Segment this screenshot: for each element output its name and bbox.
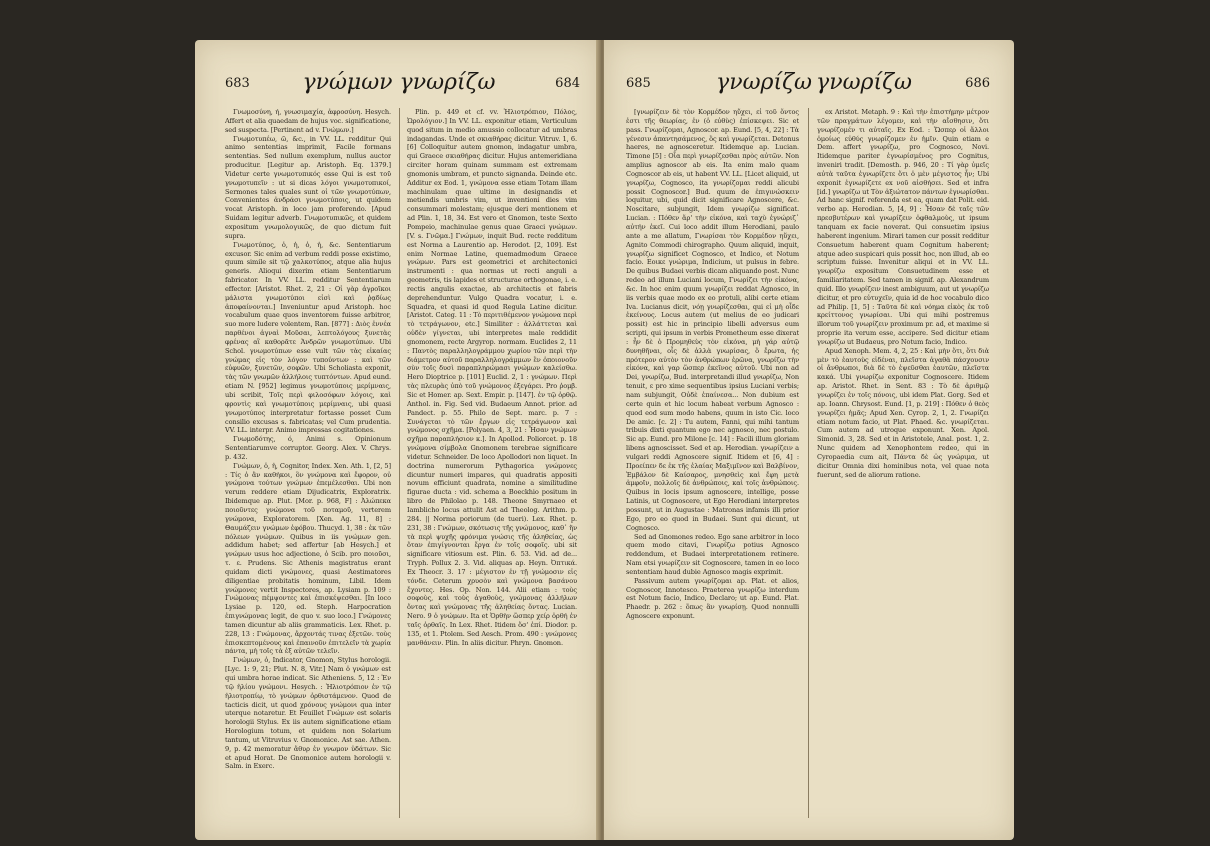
running-head-right-page bbox=[604, 72, 1014, 100]
text-column bbox=[225, 108, 391, 818]
entry-paragraph: Γνωμοτύπος, ὁ, ἡ, ὁ, ἡ, &c. Sententiarum excusor. Sic enim ad verbum reddi posse existimo, quum simile sit τῷ χαλκοτύπος, atque alia hujus generis. Alioqui dixerim etiam Sententiarum fabricator. In VV. LL. redditur Sententiarum effector. [Aristot. Rhet. 2, 21 : Οἱ γὰρ ἀγροῖκοι μάλιστα γνωμοτύποι εἰσὶ καὶ ῥᾳδίως ἀποφαίνονται.] Inveniuntur apud Aristoph. hoc vocabulum quae quos inventorem fuisse arbitror, suo more ludere volentem, Ran. [877] : Διὸς ἐννέα παρθένοι ἁγναὶ Μοῦσαι, λεπτολόγους ξυνετὰς φρένας αἳ καθορᾶτε Ἀνδρῶν γνωμοτύπων. Ubi Schol. γνωμοτύπων esse vult τῶν τὰς εἰκαίας γνώμας εἰς τὸν λόγον τυπούντων : καὶ τῶν εὐφυῶν, ξυνετῶν, σοφῶν. Ubi Scholiasta exponit, τὰς τῶν γνωμῶν ἀλλήλοις τυπτόντων. Apud eund. etiam N. [952] legimus γνωμοτύποις μερίμναις, ubi scribit, Τοῖς περὶ φιλοσόφων λόγοις, καὶ φροντὶς καὶ γνωμοτύποις μερίμναις, ubi quasi γνωμοτύπος interpretatur fortasse posset Cum consilio excusas s. fabricatas; vel Cum prudentia. VV. LL. interpr. Animo impressas cogitationes. bbox=[225, 240, 391, 435]
entry-paragraph: Γνωμοδότης, ό, Animi s. Opinionum Sententiarumve corruptor. Georg. Alex. V. Chrys. p. 432. bbox=[225, 435, 391, 461]
right-page bbox=[604, 40, 1014, 840]
text-column bbox=[407, 108, 577, 818]
page-number: 685 bbox=[626, 76, 651, 91]
entry-paragraph: Apud Xenoph. Mem. 4, 2, 25 : Καὶ μὴν ὅτι, ὅτι διὰ μὲν τὸ ἑαυτοὺς εἰδέναι, πλεῖστα ἀγαθὰ πάσχουσιν οἱ ἄνθρωποι, διὰ δὲ τὸ ἐψεῦσθαι ἑαυτῶν, πλεῖστα κακά. Ubi γνωρίζω exponitur Cognoscere. Itidem ap. Aristot. Rhet. in Sent. 83 : Τὸ δὲ ἀριθμῷ γνωρίζει ἐν τοῖς πόνοις, ubi idem Plat. Gorg. Sed et ap. Ioann. Chrysost. Eund. [1, p. 219] : Πόθεν ὁ θεὸς γνωρίζει ἡμᾶς; Apud Xen. Cyrop. 2, 1, 2. Γνωρίζει etiam notum facio, ut Plat. Phaed. &c. γνωρίζεται. Cum autem ad utroque exponunt. Xen. Apol. Simonid. 3, 28. Sed et in Aristotele, Anal. post. 1, 2. Nunc quidem ad Xenophontem redeo, qui in Cyropaedia cum ait, Πάντα δὲ ὡς γνώριμα, ut dicitur Omnia dixi hominibus nota, vel quae nota fuerunt, sed de aliorum ratione. bbox=[817, 346, 989, 479]
entry-paragraph: Passivum autem γνωρίζομαι ap. Plat. et alios, Cognoscor, Innotesco. Praeterea γνωρίζω interdum est Notum facio, Indico, Declaro; ut ap. Eund. Plat. Phaedr. p. 262 : ὅπως ἂν γνωρίσῃ. Quod nonnulli Agnoscere exponunt. bbox=[626, 576, 799, 621]
page-number: 684 bbox=[555, 76, 580, 91]
page-number: 683 bbox=[225, 76, 250, 91]
left-page bbox=[195, 40, 600, 840]
page-number: 686 bbox=[965, 76, 990, 91]
entry-paragraph: [γνωρίζειν δὲ τὸν Κορμέδον ηὕχει, εἰ τοῦ ὄντος ἐστι τῆς θεωρίας, ἐν (ὁ εὐθὺς) ἐπίσκεψει. Sic et pass. Γνωρίζομαι, Agnoscor. ap. Eund. [5, 4, 22] : Τὰ γένεσιν ἀπαντησάμενος, ὃς καὶ γνωρίζεται. Detonus haeres, ne agnosceretur. Itidemque ap. Lucian. Timone [5] : Οἷα περὶ γνωρίζεσθαι πρὸς αὐτῶν. Non amplius agnoscor ab eis. Ita enim malo quam Cognoscor ab eis, ut habent VV. LL. [Licet aliquid, ut γνωρίζω, Cognosco, ita γνωρίζομαι reddi alicubi possit Cognoscor.] Bud. quum de ἐπιγινώσκειν loquitur, ubi, quid dicit significare Agnoscere, &c. Noscitare, subjungit, Idem γνωρίζω significat. Lucian. : Πόθεν ἄρ' τὴν εἰκόνα, καὶ ταχὺ ἐγνώριζ᾽ αὐτήν ἐκεῖ. Cui loco addit illum Herodiani, paulo ante a me allatum, Γνωρίσαι τὸν Κορμέδον ηὕχει, Agnito Commodi chirographo. Quum aliquid, inquit, γνωρίζω significet Cognosco, et Indico, et Notum facio. Εοικε γνώριμα, Indicium, ut pulsus in febre. De quibus Budaei verbis dicam aliquando post. Nunc redeo ad illum Luciani locum, Γνωρίζει τὴν εἰκόνα, &c. In hoc enim quum γνωρίζει reddat Agnosco, in iis verbis quae modo ex eo protuli, alibi certe etiam Iva. Lucianus dicit, νόῃ γνωρίζεσθαι, qui εἰ μὴ οἶδε ἐκείνους. Locus autem (ut melius de eo judicari possit) est hic in principio libelli adversus eum scripti, qui ipsum in verbis Prometheum esse dixerat : ἦν δὲ ὁ Προμηθεὺς τὸν εἰκόνα, μὴ γάρ αὐτῷ δυνηθῆναι, οἷς δὲ ἀλλὰ γνωρίσας, ὃ ἔρωτα, ἡς πρότερον αὐτὸν τὸν ἀνθρώπων ἐρῶνα, γνωρίζω τὴν εἰκόνα, καὶ γαρ ὥσπερ ἐκεῖνος αὐτοῦ. Ubi non ad Dei, γνωρίζω, Bud. interpretandi illud γνωρίζω, Non tenuit, ε pro xime sequentibus ipsius Luciani verbis; nam subjungit, Οὐδὲ ἐπαίνεσα... Non dubium est certe quin et hic locum habeat verbum Agnosco : quod eod sum modo habens, quum in isto Cic. loco De amic. [c. 2] : Tu autem, Fanni, qui mihi tantum tribuis dixti quantum ego nec agnosco, nec postulo. Sic ap. Eund. pro Milone [c. 14] : Facili illum gloriam libens agnoscisset. Sed et ap. Herodian. γνωρίζειν a vulgari reddi Agnoscere signif. Itidem et [6, 4] : Προείπεν δε ἐκ τῆς ἐλαίας Μαξιμῖνον καὶ Βαλβίνον, Ἐμβάλον δὲ Καίσαρος, μνησθεὶς καὶ ἔφη μετὰ ἀμφοῖν, πολλοῖς δὲ ἀνθρώποις, καὶ τοῖς ἀνθρώποις. Quibus in locis ipsum agnoscere, intellige, posse Latinis, ut Cognoscere, ut Ego Herodiani interpretes possunt, ut in Augustae : Matronas infamis illi prior Ego, pro eo quod in Budaei. Sunt qui dicunt, ut Cognosco. bbox=[626, 108, 799, 532]
headword: γνωρίζω bbox=[716, 70, 812, 95]
running-head-left-page bbox=[195, 72, 600, 100]
headword: γνωρίζω bbox=[816, 70, 912, 95]
entry-paragraph: ex Aristot. Metaph. 9 : Καὶ τὴν ἐπιστήμην μέτρον τῶν πραγμάτων λέγομεν, καὶ τὴν αἴσθησιν, ὅτι γνωρίζομέν τι αὐταῖς. Ex Eod. : Ὥσπερ οἱ ἄλλοι ὁμοίως εὐθύς γνωρίζομεν ἐν ἡμῖν. Quin etiam e Dem. affert γνωρίζω, pro Cognosco, Novi. Itidemque pariter ἐγνωρίσμένος pro Cognitus, inveniri tradit. [Demosth. p. 946, 20 : Τί γὰρ ὑμεῖς αὐτὰ ταῦτα ἐγνωρίζετε ὅτι ὁ μὲν μέγιστος ἦν; Ubi exponit ἐγνωρίζετε ex νοῦ αἰσθήσει. Sed et infra [id.] γνωρίζω ut Τὸν ἀξιώτατον πάντων ἐγνωρίσθαι. Ad hanc signif. referenda est ea, quam dat Polit. eid. verbo ap. Herodian. 5, [4, 9] : Ἦσαν δὲ ταῖς τῶν πρεσβυτέρων καὶ γνωρίζειν ὀφθαλμοὺς, ut ipsum tanquam ex facie noverat. Qui consuetim ipsius haberent ingenium. Mirari tamen cur possit redditur Consuetum haberent quam Cognitum haberent; atque adeo suspicari quis possit hoc, non illud, ab eo scriptum fuisse. Invenitur aliqui et in VV. LL. γνωρίζω expositum Consuetudinem esse et familiaritatem. Sed tamen in signif. ap. Alexandrum quid. Illo γνωρίζειν inest ambiguum, aut ut γνωρίζω dicitur, et pro εὐτυχεῖν, quia id de hoc vocabulo dico ad Philip. [1, 5] : Ταῦτα δὲ καὶ νόημα εἰκὸς ἐκ τοῦ κρείττονος γνωρίσαι. Ubi qui mihi postremus illorum τοῦ γνωρίζειν proximum pr. ad, et maxime si proprie ita verum esse, accipere. Sed dicitur etiam γνωρίζω ut Budaeus, pro Notum facio, Indico. bbox=[817, 108, 989, 346]
entry-paragraph: Γνωμοτυπέω, ῶ, &c., in VV. LL. redditur Qui animo sententias imprimit, Facile formans sententias. Sed nullum exemplum, nullus auctor producitur. [Legitur ap. Aristoph. Eq. 1379.] Videtur certe γνωμοτυπικός esse Qui is est τοῦ γνωμοτυπεῖν : ut si dicas λόγοι γνωμοτυπικοί, Sermones tales quales sunt οἱ τῶν γνωμοτύπων, Convenientes ἀνδράσι γνωμοτύποις, ut quidem vocat Aristoph. in loco jam proferendo. [Apud Suidam legitur adverb. Γνωμοτυπικῶς, et quidem expositum γνωμολογικῶς, de quo dictum fuit supra. bbox=[225, 134, 391, 240]
text-column bbox=[817, 108, 989, 818]
entry-paragraph: Γνωμοσύνη, ή, γνωσιμαχία, ἀφροσύνη. Hesych. Affert et alia quaedam de hujus voc. significatione, sed suspecta. [Pertinent ad v. Γνώμων.] bbox=[225, 108, 391, 134]
entry-paragraph: Plin. p. 449 et cf. vv. Ἡλιοτρόπιον, Πόλος, Ὡρολόγιον.] In VV. LL. exponitur etiam, Verticulum quod situm in medio amussio collocatur ad umbras indagandas. Unde et σκιαθήρας dicitur. Vitruv. 1, 6. [6] Colloquitur autem gnomon, indagatur umbra, qui Graece σκιαθήρας dicitur. Hujus antemeridiana circiter horam quinam summam est extremam gnomonis umbram, et puncto signanda. Deinde etc. Additur ex Eod. 1, γνώμονα esse etiam Totam illam machinulam quae ultime in designandis et metiendis umbris vim, ut inventioni dies vim consummari molestam; ejusque deri mentionem et ad Plin. 1, 18, 34. Est vero et Gnomon, teste Sexto Pompeio, machinulae genus quae Graeci γνώμων. [V. s. Γνῶμα.] Γνώμων, inquit Bud. recte redditum est Norma a Laurentio ap. Herodot. [2, 109]. Est enim Normae Latine, quemadmodum Graece γνώμων. Pars est geometrici et architectonici instrumenti : qua normas ut recti anguli a geometris, tis lapides et structurae orthogonae, i. e. rectis angulis exactae, ab architectis et fabris deprehenduntur. Vulgo Quadra vocatur, i. e. Squadra, et quasi id quod Regula Latine dicitur. [Aristot. Categ. 11 : Τὸ περιτιθέμενον γνώμονα περὶ τὸ τετράγωνον, etc.] Similiter : ἀλλάττεται καὶ οὐδὲν γίγνεται, ubi interpretes male reddidit gnomonem, recte Argyrop. normam. Euclides 2, 11 : Παντὸς παραλληλογράμμου χωρίου τῶν περὶ τὴν διάμετρον αὐτοῦ παραλληλογράμμων ἓν ὁποιονοῦν σὺν τοῖς δυσὶ παραπληρώμασι γνώμων καλείσθω. Hero Dioptrice p. [101] Euclid. 2, 1 : γνώμων. Περὶ τὰς πλευρὰς ὑπὸ τοῦ γνώμονος ἐξεγάρει. Pro ῥομβ. Sic et Homer. ap. Sext. Empir. p. [147]. ἐν τῷ ὀρθῷ. Anthol. in. Fig. Sed vid. Budaeum Annot. prior. ad Pandect. p. 55. Philo de Sept. marc. p. 7 : Συνάγεται τὸ τῶν ἔργων εἰς τετράγωνον καὶ γνώμονος σχῆμα. [Polyaen. 4, 3, 21 : Ἦσαν γνώμων σχῆμα παραπλήσιον κ.]. In Apollod. Poliorcet. p. 18 γνώμονα σίμβολα Gnomonem terebrae significare videtur. Schneider. De loco Apollodori non liquet. In doctrina numerorum Pythagorica γνώμονες dicuntur numeri impares, qui quadratis appositi novum efficiunt quadrata, nomine a similitudine figurae ducta : vid. schema a Boeckhio positum in libro de Philolao p. 148. Theone Smyrnaeo et Iamblicho locus attulit Ast ad Theolog. Arithm. p. 284. || Norma poriorum (de tueri). Lex. Rhet. p. 231, 38 : Γνώμων, σκότωσις τῆς γνώμονος, καθ᾽ ἣν τὰ περὶ ψυχῆς φρόνιμα γνώσις τῆς ἀληθείας, ὡς ὅταν ἐπιγίγνονται ἔργα ἐν τοῖς σοφοῖς. ubi sit significare vitiosum est. Plin. 6. 53. Vid. ad de... Tryph. Pollux 2. 3. Vid. aliquas ap. Heyn. Ὀπτικά. Ex Theocr. 3. 17 : μέγιστον ἐν τῇ γνώμοσιν εἰς τόνδε. Ceterum χρυσὸν καὶ γνώμονα βασάνου ἔχοντες. Hes. Op. Non. 144. Alii etiam : τοὺς σοφοὺς, καὶ τοὺς ἀγαθοὺς, γνώμονας ἀλλήλων ὄντας καὶ γνώμονας τῆς ἀληθείας ὄντας. Lucian. Nero. 9 ὁ γνώμων. Ita et Ὀρθὴν ὥσπερ χείρ ὀρθή ἐν ταῖς ὀρθαῖς. In Lex. Rhet. Itidem ὅσ' ἐπί. Diodor. p. 135, et 1. Ptolem. Sed Aesch. Prom. 490 : γνώμονες μανθάνειν. Plin. In aliis dicitur. Phryn. Gnomon. bbox=[407, 108, 577, 647]
headword: γνωρίζω bbox=[399, 70, 496, 95]
entry-paragraph: Sed ad Gnomones redeo. Ego sane arbitror in loco quem modo citavi, Γνωρίζω potius Agnosco reddendum, et Budaei interpretationem retinere. Nam etsi γνωρίζειν sit Cognoscere, tamen in eo loco sententiam haud dubie Agnosco magis exprimit. bbox=[626, 532, 799, 576]
column-rule bbox=[399, 108, 400, 818]
text-column bbox=[626, 108, 799, 818]
column-rule bbox=[808, 108, 809, 818]
entry-paragraph: Γνώμων, ὁ, Indicator, Gnomon, Stylus horologii. [Lyc. 1: 9, 21; Plut. N. 8, Vitr.] Nam ὁ γνώμων est qui umbra horae indicat. Sic Atheniens. 5, 12 : Ἐν τῷ ἡλίου γνώμονι. Hesych. : Ἡλιοτρόπιον ἐν τῷ ἡλιοτροπίῳ, τὸ γνώμων ὀρθιστάμενον. Quod de tacticis dicit, ut quod χρόνους γνώμονι qua inter uterque notaretur. Et Feuillet Γνώμων est solaris horologii Stylus. Ex iis autem significatione etiam Horologium totum, et quidem non Solarium tantum, ut Vitruvius v. Gnomonice. Ast sae. Athen. 9, p. 42 memoratur ἄθυρ ἐν γνωμον ὑδάτων. Sic et apud Horat. De Gnomonice autem horologii v. Salm. in Exerc. bbox=[225, 656, 391, 771]
entry-paragraph: Γνώμων, ὁ, ἡ, Cognitor, Index. Xen. Ath. 1, [2, 5] : Τίς ὁ ἂν καθήκοι, ὃν γνώμονα καὶ ἔφορον, οὐ γνώμονα τούτων γνώμων ἐπεμέλεσθαι. Ubi non verum reddere etiam Dijudicatrix, Exploratrix. Ibidemque ap. Plut. [Mor. p. 968, F] : Ἀλώπεκα ποιοῦντες γνώμονα τοῦ ποταμοῦ, verterem γνώμονα, Exploratorem. [Xen. Ag. 11, 8] : Θαυμάζειν γνώμων ἐφόβου. Thucyd. 1, 38 : ἐκ τῶν πόλεων γνώμων. Quibus in iis γνώμων gen. addidum habet; sed affertur [ab Hesych.] et γνώμων usus hoc adjectione, ὁ Scib. pro ποιοῦσι, τ. ε. Prudens. Sic Athenis magistratus erant quidam dicti γνώμονες, quasi Aestimatores diligentiae probitatis hominum, Libil. Idem γνώμονες vertit Inspectores, ap. Lysiam p. 109 : Γνώμονας πέμψοντες καὶ ἐπισκέψεσθαι. [In loco Lysiae p. 120, ed. Steph. Harpocration ἐπιγνώμονας legit, de quo v. suo loco.] Γνώμονες tamen dicuntur ab aliis grammaticis. Lex. Rhet. p. 228, 13 : Γνώμονας, ἄρχοντάς τινας ἐξετῶν. τοὺς ἐπισκεπτομένους καὶ ἐπαινοῦν ἐπιτελεῖν τὰ χωρία πάντα, μὴ τοῖς τὰ ἐξ αὐτῶν τελεῖν. bbox=[225, 461, 391, 656]
headword: γνώμων bbox=[302, 70, 393, 95]
